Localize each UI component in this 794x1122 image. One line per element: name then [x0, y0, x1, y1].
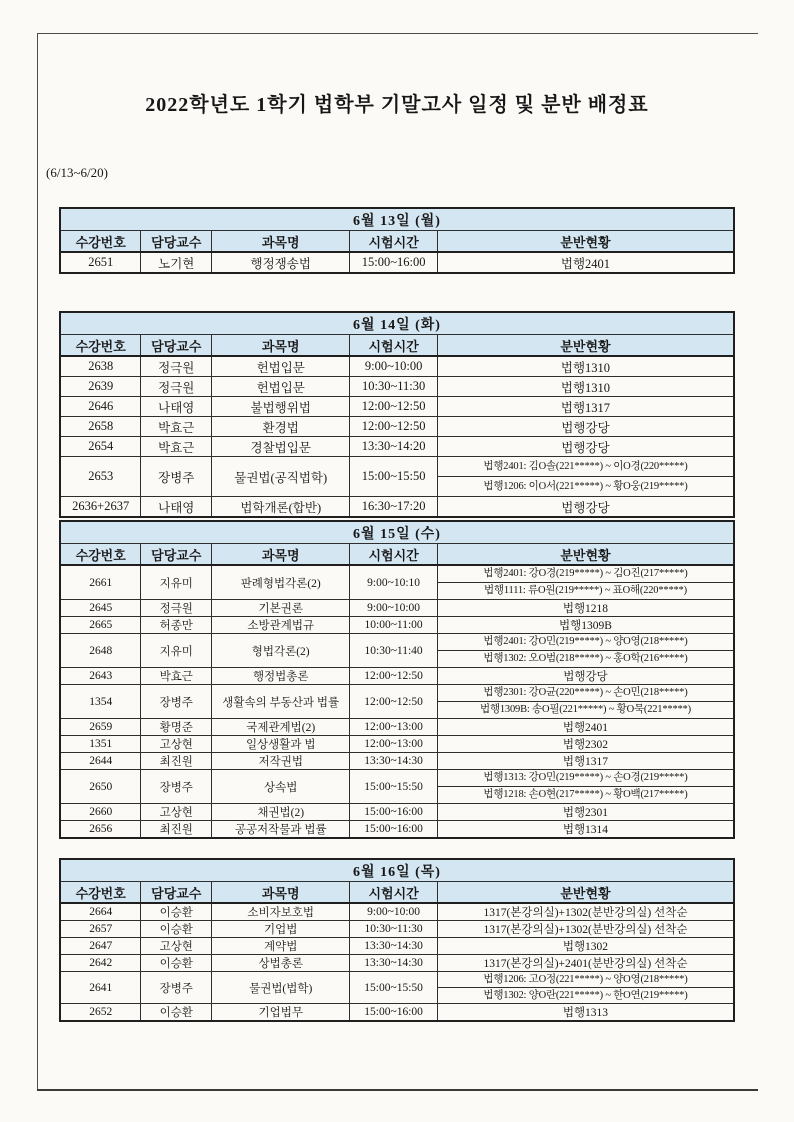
cell-section-assignment: 법행1302 [437, 938, 734, 955]
cell-section-assignment: 법행강당 [437, 668, 734, 685]
cell-subject: 공공저작물과 법률 [212, 821, 350, 839]
cell-course-code: 1354 [60, 685, 141, 719]
exam-day-table-wrap [59, 207, 735, 274]
exam-day-table [59, 520, 735, 839]
day-header: 6월 14일 (화) [60, 312, 734, 335]
table-row [60, 770, 734, 804]
cell-subject: 상속법 [212, 770, 350, 804]
column-header: 시험시간 [350, 882, 438, 904]
cell-exam-time: 13:30~14:30 [350, 938, 438, 955]
column-header: 담당교수 [141, 544, 212, 566]
cell-section-assignment: 법행강당 [437, 437, 734, 457]
cell-professor: 황명준 [141, 719, 212, 736]
cell-exam-time: 13:30~14:30 [350, 955, 438, 972]
table-row [60, 972, 734, 1004]
cell-section-assignment: 법행2301 [437, 804, 734, 821]
table-row [60, 921, 734, 938]
table-row [60, 1004, 734, 1022]
cell-exam-time: 15:00~16:00 [350, 821, 438, 839]
day-header: 6월 15일 (수) [60, 521, 734, 544]
assignment-line: 법행1206: 이O서(221*****) ~ 황O웅(219*****) [438, 476, 733, 496]
cell-subject: 물권법(공직법학) [212, 457, 350, 497]
cell-exam-time: 15:00~15:50 [350, 770, 438, 804]
assignment-line: 법행1206: 고O정(221*****) ~ 양O영(218*****) [483, 974, 688, 985]
table-row [60, 356, 734, 377]
cell-course-code: 2658 [60, 417, 141, 437]
cell-professor: 박효근 [141, 437, 212, 457]
cell-exam-time: 9:00~10:00 [350, 600, 438, 617]
table-row [60, 617, 734, 634]
cell-professor: 노기현 [141, 252, 212, 273]
cell-subject: 소방관계법규 [212, 617, 350, 634]
column-header: 시험시간 [350, 231, 438, 253]
column-header: 수강번호 [60, 882, 141, 904]
table-row [60, 685, 734, 719]
cell-course-code: 2642 [60, 955, 141, 972]
table-row [60, 437, 734, 457]
cell-section-assignment [437, 685, 734, 719]
cell-section-assignment: 1317(본강의실)+2401(분반강의실) 선착순 [437, 955, 734, 972]
cell-section-assignment: 법행1218 [437, 600, 734, 617]
cell-subject: 행정법총론 [212, 668, 350, 685]
assignment-line: 법행1111: 류O원(219*****) ~ 표O해(220*****) [438, 582, 733, 599]
cell-course-code: 2654 [60, 437, 141, 457]
cell-course-code: 2653 [60, 457, 141, 497]
cell-exam-time: 16:30~17:20 [350, 497, 438, 518]
cell-subject: 기업법무 [212, 1004, 350, 1022]
cell-exam-time: 12:00~12:50 [350, 668, 438, 685]
day-header: 6월 16일 (목) [60, 859, 734, 882]
table-row [60, 938, 734, 955]
cell-section-assignment: 법행2401 [437, 252, 734, 273]
cell-subject: 기업법 [212, 921, 350, 938]
cell-section-assignment: 법행2401 [437, 719, 734, 736]
cell-subject: 소비자보호법 [212, 903, 350, 921]
cell-professor: 박효근 [141, 417, 212, 437]
cell-exam-time: 9:00~10:00 [350, 356, 438, 377]
cell-course-code: 2645 [60, 600, 141, 617]
cell-course-code: 2638 [60, 356, 141, 377]
cell-professor: 나태영 [141, 397, 212, 417]
cell-exam-time: 15:00~16:00 [350, 252, 438, 273]
exam-day-table-wrap [59, 311, 735, 518]
cell-section-assignment: 법행1309B [437, 617, 734, 634]
page-frame-left-line [37, 33, 38, 1090]
table-row [60, 753, 734, 770]
cell-section-assignment: 법행1313 [437, 1004, 734, 1022]
cell-exam-time: 9:00~10:00 [350, 903, 438, 921]
cell-exam-time: 9:00~10:10 [350, 565, 438, 600]
cell-subject: 행정쟁송법 [212, 252, 350, 273]
cell-section-assignment: 법행1314 [437, 821, 734, 839]
cell-professor: 이승환 [141, 921, 212, 938]
assignment-line: 법행1302: 오O범(218*****) ~ 홍O학(216*****) [438, 650, 733, 667]
assignment-line: 법행2401: 강O민(219*****) ~ 양O영(218*****) [483, 636, 688, 647]
cell-exam-time: 15:00~16:00 [350, 1004, 438, 1022]
cell-section-assignment: 1317(본강의실)+1302(분반강의실) 선착순 [437, 921, 734, 938]
column-header: 과목명 [212, 544, 350, 566]
cell-section-assignment: 법행1310 [437, 356, 734, 377]
assignment-line: 법행1309B: 송O필(221*****) ~ 황O묵(221*****) [438, 701, 733, 718]
table-row [60, 736, 734, 753]
cell-professor: 최진원 [141, 753, 212, 770]
column-header: 담당교수 [141, 882, 212, 904]
cell-professor: 장병주 [141, 770, 212, 804]
assignment-line: 법행1302: 양O란(221*****) ~ 한O연(219*****) [438, 987, 733, 1003]
column-header: 수강번호 [60, 231, 141, 253]
cell-subject: 계약법 [212, 938, 350, 955]
column-header: 분반현황 [437, 231, 734, 253]
column-header: 분반현황 [437, 882, 734, 904]
cell-course-code: 2656 [60, 821, 141, 839]
table-row [60, 397, 734, 417]
assignment-line: 법행2401: 김O솔(221*****) ~ 이O경(220*****) [483, 461, 688, 472]
page-title: 2022학년도 1학기 법학부 기말고사 일정 및 분반 배정표 [145, 94, 649, 116]
column-header: 분반현황 [437, 544, 734, 566]
cell-section-assignment: 법행강당 [437, 497, 734, 518]
cell-section-assignment: 법행2302 [437, 736, 734, 753]
cell-professor: 정극원 [141, 356, 212, 377]
cell-subject: 법학개론(합반) [212, 497, 350, 518]
cell-professor: 나태영 [141, 497, 212, 518]
page-frame-top-line [37, 33, 758, 34]
table-row [60, 821, 734, 839]
cell-course-code: 2636+2637 [60, 497, 141, 518]
cell-subject: 상법총론 [212, 955, 350, 972]
table-row [60, 634, 734, 668]
exam-day-table [59, 207, 735, 274]
exam-day-table-wrap [59, 858, 735, 1022]
cell-course-code: 2641 [60, 972, 141, 1004]
date-range: (6/13~6/20) [46, 165, 108, 180]
cell-professor: 정극원 [141, 600, 212, 617]
cell-section-assignment: 법행강당 [437, 417, 734, 437]
assignment-line: 법행2401: 강O경(219*****) ~ 김O진(217*****) [483, 568, 688, 579]
cell-course-code: 2648 [60, 634, 141, 668]
assignment-line: 법행1218: 손O현(217*****) ~ 황O백(217*****) [438, 786, 733, 803]
cell-course-code: 2657 [60, 921, 141, 938]
cell-section-assignment [437, 565, 734, 600]
cell-section-assignment [437, 770, 734, 804]
cell-course-code: 2650 [60, 770, 141, 804]
cell-section-assignment [437, 457, 734, 497]
cell-subject: 헌법입문 [212, 356, 350, 377]
table-row [60, 497, 734, 518]
column-header: 과목명 [212, 231, 350, 253]
cell-exam-time: 15:00~16:00 [350, 804, 438, 821]
cell-subject: 헌법입문 [212, 377, 350, 397]
day-header: 6월 13일 (월) [60, 208, 734, 231]
cell-section-assignment: 법행1317 [437, 753, 734, 770]
cell-professor: 허종만 [141, 617, 212, 634]
cell-exam-time: 12:00~12:50 [350, 397, 438, 417]
column-header: 수강번호 [60, 335, 141, 357]
cell-professor: 고상현 [141, 938, 212, 955]
cell-professor: 박효근 [141, 668, 212, 685]
cell-exam-time: 10:30~11:40 [350, 634, 438, 668]
cell-course-code: 1351 [60, 736, 141, 753]
table-row [60, 417, 734, 437]
column-header: 시험시간 [350, 544, 438, 566]
cell-subject: 국제관계법(2) [212, 719, 350, 736]
cell-subject: 판례형법각론(2) [212, 565, 350, 600]
exam-day-table [59, 311, 735, 518]
column-header: 분반현황 [437, 335, 734, 357]
cell-course-code: 2659 [60, 719, 141, 736]
cell-section-assignment: 법행1310 [437, 377, 734, 397]
cell-subject: 일상생활과 법 [212, 736, 350, 753]
table-row [60, 457, 734, 497]
cell-exam-time: 15:00~15:50 [350, 457, 438, 497]
cell-professor: 고상현 [141, 804, 212, 821]
cell-exam-time: 12:00~13:00 [350, 719, 438, 736]
table-row [60, 600, 734, 617]
table-row [60, 903, 734, 921]
cell-subject: 환경법 [212, 417, 350, 437]
cell-professor: 이승환 [141, 903, 212, 921]
assignment-line: 법행2301: 강O균(220*****) ~ 손O민(218*****) [483, 687, 688, 698]
cell-exam-time: 12:00~12:50 [350, 685, 438, 719]
cell-subject: 불법행위법 [212, 397, 350, 417]
cell-subject: 물권법(법학) [212, 972, 350, 1004]
cell-course-code: 2652 [60, 1004, 141, 1022]
cell-section-assignment: 1317(본강의실)+1302(분반강의실) 선착순 [437, 903, 734, 921]
table-row [60, 719, 734, 736]
exam-day-table-wrap [59, 520, 735, 839]
cell-course-code: 2643 [60, 668, 141, 685]
cell-course-code: 2644 [60, 753, 141, 770]
table-row [60, 252, 734, 273]
cell-professor: 장병주 [141, 972, 212, 1004]
cell-exam-time: 13:30~14:30 [350, 753, 438, 770]
cell-course-code: 2665 [60, 617, 141, 634]
cell-section-assignment [437, 634, 734, 668]
assignment-line: 법행1313: 강O민(219*****) ~ 손O경(219*****) [483, 772, 688, 783]
cell-exam-time: 10:30~11:30 [350, 377, 438, 397]
cell-course-code: 2660 [60, 804, 141, 821]
cell-course-code: 2651 [60, 252, 141, 273]
cell-subject: 채권법(2) [212, 804, 350, 821]
cell-exam-time: 10:30~11:30 [350, 921, 438, 938]
cell-professor: 지유미 [141, 565, 212, 600]
cell-subject: 형법각론(2) [212, 634, 350, 668]
table-row [60, 377, 734, 397]
cell-subject: 생활속의 부동산과 법률 [212, 685, 350, 719]
cell-subject: 기본권론 [212, 600, 350, 617]
column-header: 과목명 [212, 882, 350, 904]
column-header: 담당교수 [141, 335, 212, 357]
cell-section-assignment [437, 972, 734, 1004]
cell-course-code: 2664 [60, 903, 141, 921]
table-row [60, 565, 734, 600]
exam-day-table [59, 858, 735, 1022]
cell-subject: 저작권법 [212, 753, 350, 770]
column-header: 수강번호 [60, 544, 141, 566]
column-header: 담당교수 [141, 231, 212, 253]
cell-professor: 장병주 [141, 685, 212, 719]
cell-exam-time: 15:00~15:50 [350, 972, 438, 1004]
cell-professor: 장병주 [141, 457, 212, 497]
cell-professor: 이승환 [141, 1004, 212, 1022]
column-header: 시험시간 [350, 335, 438, 357]
page-frame-bottom-line [37, 1089, 758, 1091]
table-row [60, 955, 734, 972]
cell-course-code: 2646 [60, 397, 141, 417]
column-header: 과목명 [212, 335, 350, 357]
cell-course-code: 2661 [60, 565, 141, 600]
table-row [60, 668, 734, 685]
table-row [60, 804, 734, 821]
cell-exam-time: 12:00~13:00 [350, 736, 438, 753]
cell-course-code: 2647 [60, 938, 141, 955]
cell-professor: 정극원 [141, 377, 212, 397]
cell-professor: 지유미 [141, 634, 212, 668]
cell-exam-time: 13:30~14:20 [350, 437, 438, 457]
cell-professor: 최진원 [141, 821, 212, 839]
cell-subject: 경찰법입문 [212, 437, 350, 457]
cell-section-assignment: 법행1317 [437, 397, 734, 417]
cell-exam-time: 12:00~12:50 [350, 417, 438, 437]
cell-professor: 이승환 [141, 955, 212, 972]
cell-exam-time: 10:00~11:00 [350, 617, 438, 634]
cell-professor: 고상현 [141, 736, 212, 753]
cell-course-code: 2639 [60, 377, 141, 397]
